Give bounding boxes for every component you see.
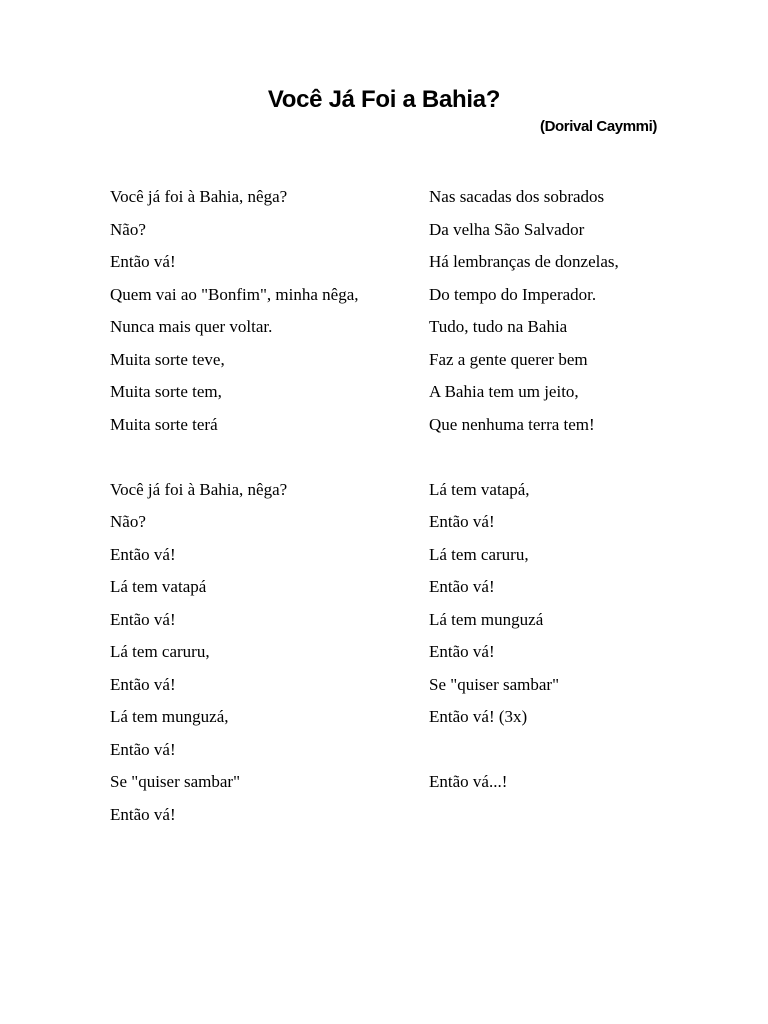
lyric-line: Então vá! <box>110 739 176 759</box>
lyrics-right-column <box>429 186 619 804</box>
lyric-line: Não? <box>110 219 146 239</box>
lyric-line: Então vá! <box>429 577 495 596</box>
lyric-line: Muita sorte teve, <box>110 349 225 369</box>
lyric-line: Então vá...! <box>429 772 508 791</box>
lyric-line: Há lembranças de donzelas, <box>429 252 619 271</box>
lyric-line: Quem vai ao "Bonfim", minha nêga, <box>110 284 359 304</box>
lyric-line: Lá tem caruru, <box>429 544 529 564</box>
lyric-line: Então vá! <box>110 674 176 694</box>
lyric-line: Então vá! <box>110 804 176 824</box>
lyric-line: Você já foi à Bahia, nêga? <box>110 479 288 499</box>
lyric-line: Então vá! <box>429 512 495 531</box>
song-author: (Dorival Caymmi) <box>540 118 657 135</box>
lyric-line: Não? <box>110 512 146 531</box>
lyric-line: Se "quiser sambar" <box>110 772 241 791</box>
lyric-line: Lá tem munguzá <box>429 609 544 629</box>
lyric-line: Tudo, tudo na Bahia <box>429 317 568 336</box>
lyric-line: Muita sorte tem, <box>110 382 222 401</box>
stanza-break <box>429 739 619 772</box>
lyric-line: Então vá! <box>110 544 176 564</box>
lyric-line: Nunca mais quer voltar. <box>110 317 273 336</box>
lyric-line: Muita sorte terá <box>110 414 218 434</box>
lyric-line: Então vá! (3x) <box>429 707 528 726</box>
lyric-line: Do tempo do Imperador. <box>429 284 597 304</box>
song-title: Você Já Foi a Bahia? <box>267 86 501 113</box>
lyrics-left-column <box>110 186 359 836</box>
lyric-line: Nas sacadas dos sobrados <box>429 187 605 206</box>
lyric-line: Lá tem caruru, <box>110 642 210 661</box>
lyric-line: A Bahia tem um jeito, <box>429 382 579 401</box>
lyric-line: Lá tem munguzá, <box>110 707 229 726</box>
lyric-line: Então vá! <box>110 609 176 629</box>
lyric-line: Que nenhuma terra tem! <box>429 414 595 434</box>
lyric-line: Faz a gente querer bem <box>429 349 588 369</box>
lyric-line: Lá tem vatapá, <box>429 479 530 499</box>
stanza-break <box>110 446 359 479</box>
lyric-line: Então vá! <box>110 252 176 271</box>
lyric-line: Então vá! <box>429 642 495 661</box>
lyric-line: Lá tem vatapá <box>110 577 207 596</box>
lyric-line: Você já foi à Bahia, nêga? <box>110 187 288 206</box>
lyric-line: Se "quiser sambar" <box>429 674 560 694</box>
stanza-break <box>429 446 619 479</box>
lyric-line: Da velha São Salvador <box>429 219 585 239</box>
